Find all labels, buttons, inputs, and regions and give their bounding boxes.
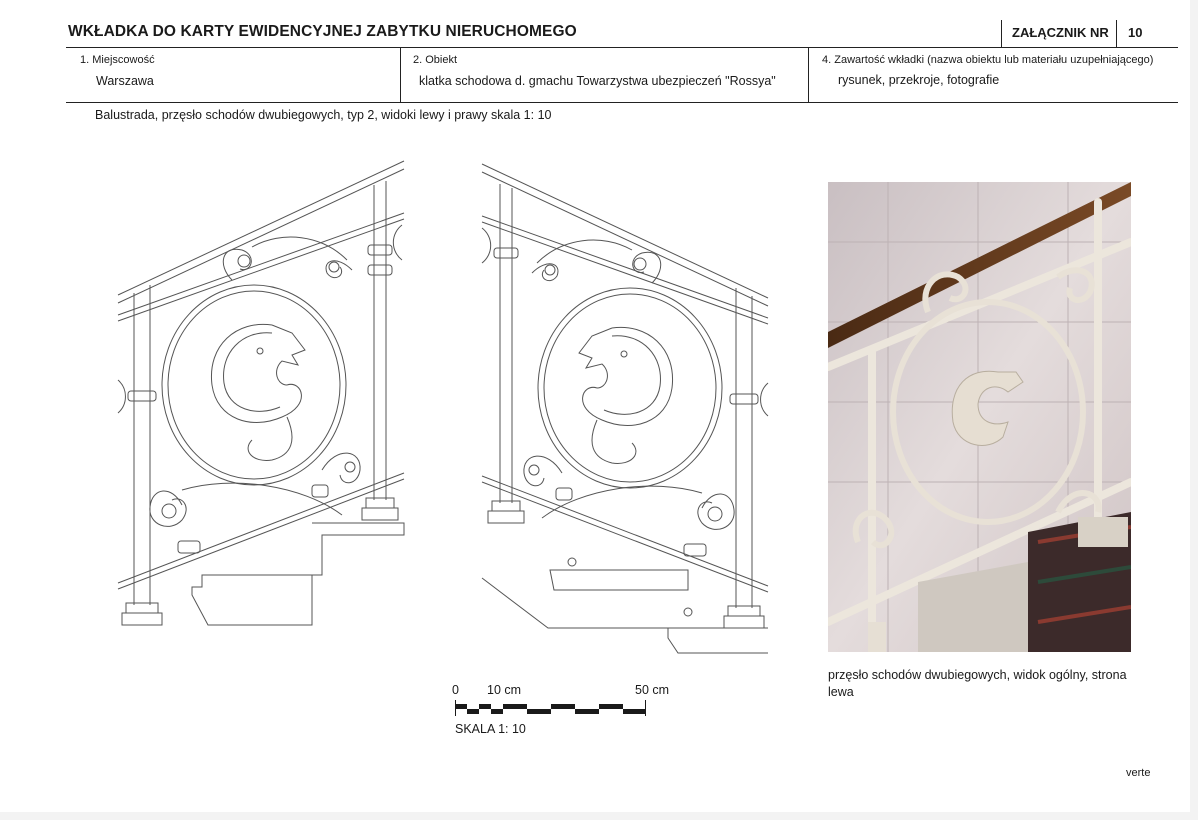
page-edge-right bbox=[1190, 0, 1198, 820]
scale-tick-10cm: 10 cm bbox=[487, 683, 522, 697]
annex-divider-right bbox=[1116, 20, 1117, 48]
contents-value: rysunek, przekroje, fotografie bbox=[838, 73, 1000, 87]
annex-label: ZAŁĄCZNIK NR bbox=[1012, 25, 1109, 40]
drawing-title: Balustrada, przęsło schodów dwubiegowych, typ 2, widoki lewy i prawy skala 1: 10 bbox=[95, 108, 552, 122]
scale-tick-0: 0 bbox=[452, 683, 459, 697]
annex-divider-left bbox=[1001, 20, 1002, 48]
scale-tick-50cm: 50 cm bbox=[635, 683, 670, 697]
scale-caption: SKALA 1: 10 bbox=[455, 722, 526, 736]
staircase-photo bbox=[828, 182, 1131, 652]
object-value: klatka schodowa d. gmachu Towarzystwa ubezpieczeń "Rossya" bbox=[419, 74, 776, 88]
document-title: WKŁADKA DO KARTY EWIDENCYJNEJ ZABYTKU NIERUCHOMEGO bbox=[68, 23, 577, 40]
header-rule bbox=[66, 47, 1178, 48]
object-label: 2. Obiekt bbox=[413, 54, 458, 66]
field-divider-1 bbox=[400, 48, 401, 102]
locality-value: Warszawa bbox=[96, 74, 154, 88]
balustrade-left-view bbox=[112, 155, 412, 633]
verte-note: verte bbox=[1126, 767, 1151, 779]
scale-bar bbox=[455, 700, 647, 718]
locality-label: 1. Miejscowość bbox=[80, 54, 155, 66]
fields-bottom-rule bbox=[66, 102, 1178, 103]
balustrade-right-view bbox=[478, 158, 773, 673]
contents-label: 4. Zawartość wkładki (nazwa obiektu lub materiału uzupełniającego) bbox=[822, 54, 1154, 66]
page-edge-bottom bbox=[0, 812, 1198, 820]
photo-caption: przęsło schodów dwubiegowych, widok ogólny, strona lewa bbox=[828, 668, 1127, 699]
annex-number: 10 bbox=[1128, 25, 1143, 40]
field-divider-2 bbox=[808, 48, 809, 102]
